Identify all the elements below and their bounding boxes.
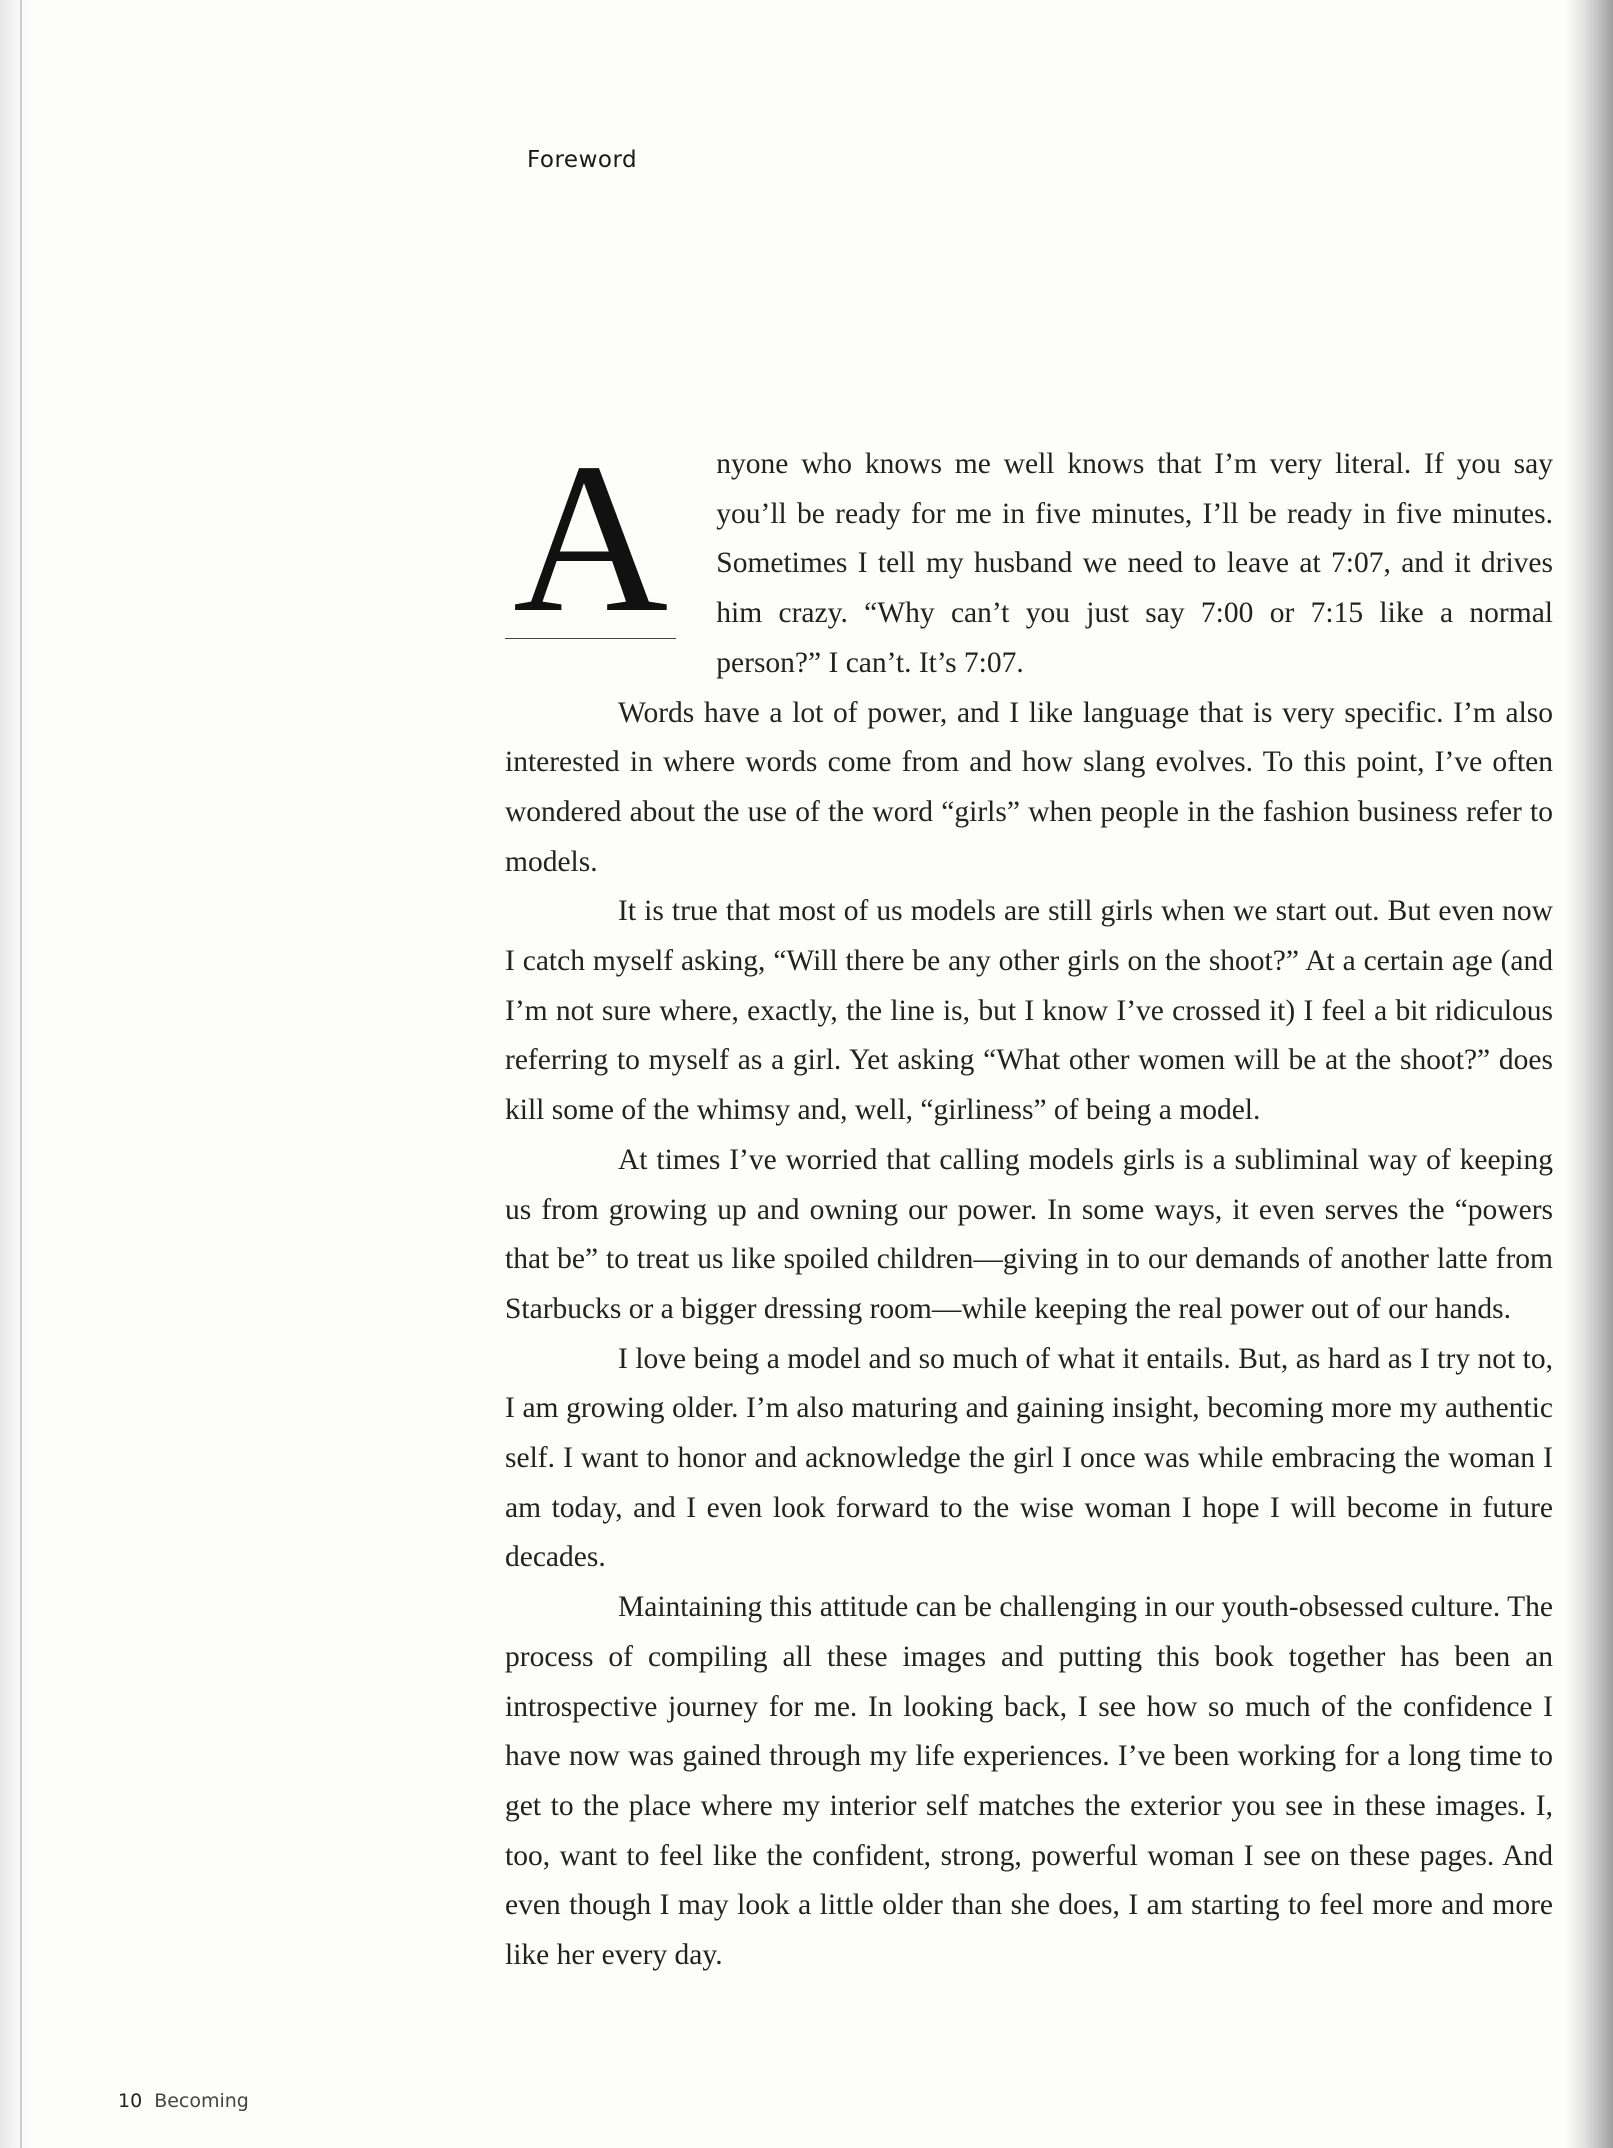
paragraph-6: Maintaining this attitude can be challenging in our youth-obsessed culture. The process of compiling all these images and putting this book together has been an introspective journey for me. In looking back, I see how so much of the confidence I have now was gained through my life experiences. I’ve been working for a long time to get to the place where my interior self matches the exterior you see in these images. I, too, want to feel like the confident, strong, powerful woman I see on these pages. And even though I may look a little older than she does, I am starting to feel more and more like her every day. xyxy=(505,1591,1553,1972)
paragraph-5: I love being a model and so much of what it entails. But, as hard as I try not to, I am growing older. I’m also maturing and gaining insight, becoming more my authentic self. I want to honor and acknowledge the girl I once was while embracing the woman I am today, and I even look forward to the wise woman I hope I will become in future decades. xyxy=(505,1342,1553,1574)
paragraph-4: At times I’ve worried that calling models girls is a subliminal way of keeping us from growing up and owning our power. In some ways, it even serves the “powers that be” to treat us like spoiled children—giving in to our demands of another latte from Starbucks or a bigger dressing room—while keeping the real power out of our hands. xyxy=(505,1143,1553,1325)
page-footer xyxy=(118,2090,249,2112)
page-edge-shadow-right xyxy=(1565,0,1613,2148)
running-title: Becoming xyxy=(154,2090,249,2112)
body-text xyxy=(505,418,1553,1981)
page-number: 10 xyxy=(118,2090,143,2112)
page-binding-shadow-left xyxy=(0,0,30,2148)
section-label: Foreword xyxy=(527,147,638,173)
paragraph-3: It is true that most of us models are still girls when we start out. But even now I catch myself asking, “Will there be any other girls on the shoot?” At a certain age (and I’m not sure where, exactly, the line is, but I know I’ve crossed it) I feel a bit ridiculous referring to myself as a girl. Yet asking “What other women will be at the shoot?” does kill some of the whimsy and, well, “girliness” of being a model. xyxy=(505,895,1553,1127)
paragraph-1 xyxy=(505,418,1553,689)
paragraph-1-text: nyone who knows me well knows that I’m very literal. If you say you’ll be ready for me in five minutes, I’ll be ready in five minutes. Sometimes I tell my husband we need to leave at 7:07, and it drives him crazy. “Why can’t you just say 7:00 or 7:15 like a normal person?” I can’t. It’s 7:07. xyxy=(716,448,1553,679)
paragraph-2: Words have a lot of power, and I like language that is very specific. I’m also interested in where words come from and how slang evolves. To this point, I’ve often wondered about the use of the word “girls” when people in the fashion business refer to models. xyxy=(505,696,1553,878)
dropcap: A xyxy=(505,458,676,639)
